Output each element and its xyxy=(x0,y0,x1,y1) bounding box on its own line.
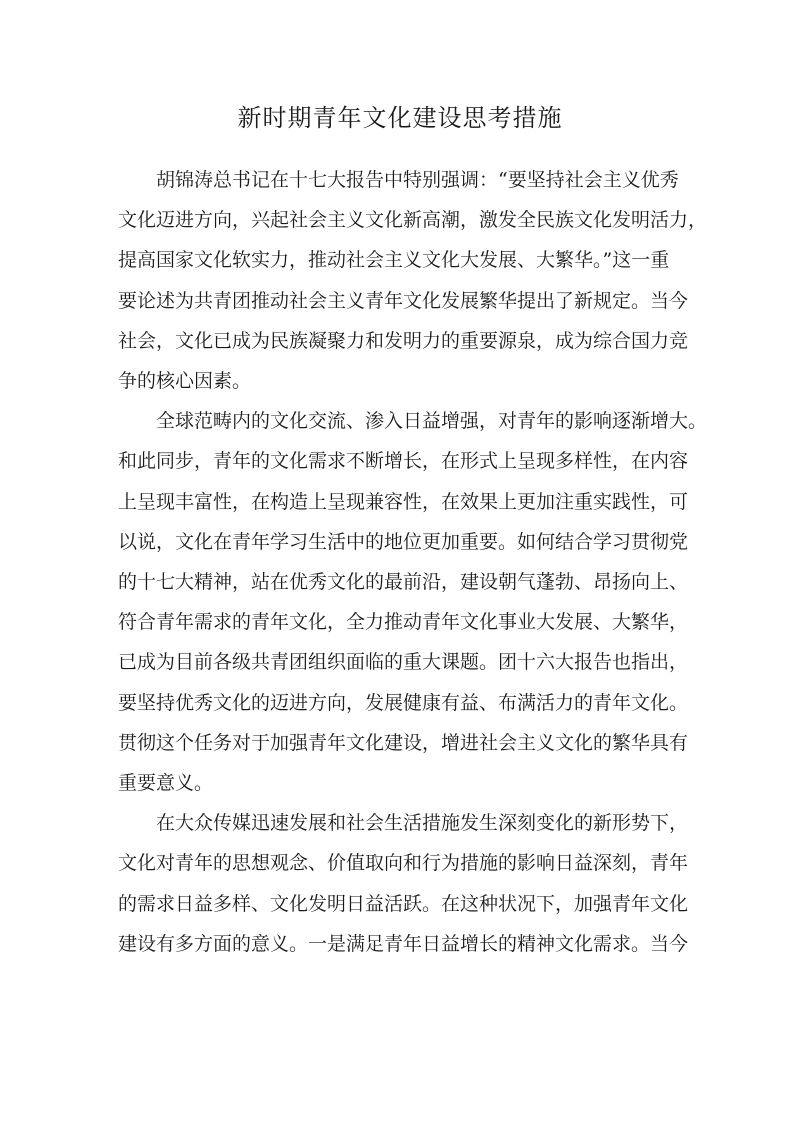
text-line: 胡锦涛总书记在十七大报告中特别强调：“要坚持社会主义优秀 xyxy=(156,169,679,191)
text-line: 文化对青年的思想观念、价值取向和行为措施的影响日益深刻，青年 xyxy=(118,852,689,875)
text-line: 已成为目前各级共青团组织面临的重大课题。团十六大报告也指出， xyxy=(118,651,689,674)
text-line: 社会，文化已成为民族凝聚力和发明力的重要源泉，成为综合国力竞 xyxy=(118,329,689,352)
paragraph-2 xyxy=(118,401,708,803)
text-line: 上呈现丰富性，在构造上呈现兼容性，在效果上更加注重实践性，可 xyxy=(118,490,689,513)
document-body xyxy=(118,160,708,964)
text-line: 符合青年需求的青年文化，全力推动青年文化事业大发展、大繁华， xyxy=(118,611,689,634)
paragraph-1 xyxy=(118,160,708,401)
text-line: 在大众传媒迅速发展和社会生活措施发生深刻变化的新形势下， xyxy=(156,812,689,835)
text-line: 要论述为共青团推动社会主义青年文化发展繁华提出了新规定。当今 xyxy=(118,289,689,312)
text-line: 的需求日益多样、文化发明日益活跃。在这种状况下，加强青年文化 xyxy=(118,892,689,915)
text-line: 重要意义。 xyxy=(118,772,214,795)
paragraph-3 xyxy=(118,803,689,964)
document-title: 新时期青年文化建设思考措施 xyxy=(237,104,563,132)
text-line: 建设有多方面的意义。一是满足青年日益增长的精神文化需求。当今 xyxy=(118,932,689,955)
text-line: 全球范畴内的文化交流、渗入日益增强，对青年的影响逐渐增大。 xyxy=(156,410,708,433)
text-line: 以说，文化在青年学习生活中的地位更加重要。如何结合学习贯彻党 xyxy=(118,530,689,553)
text-line: 提高国家文化软实力，推动社会主义文化大发展、大繁华。”这一重 xyxy=(118,249,670,272)
text-line: 要坚持优秀文化的迈进方向，发展健康有益、布满活力的青年文化。 xyxy=(118,691,689,714)
text-line: 和此同步，青年的文化需求不断增长，在形式上呈现多样性，在内容 xyxy=(118,450,689,473)
text-line: 的十七大精神，站在优秀文化的最前沿，建设朝气蓬勃、昂扬向上、 xyxy=(118,571,689,594)
text-line: 争的核心因素。 xyxy=(118,370,252,393)
text-line: 文化迈进方向，兴起社会主义文化新高潮，激发全民族文化发明活力， xyxy=(118,209,708,232)
text-line: 贯彻这个任务对于加强青年文化建设，增进社会主义文化的繁华具有 xyxy=(118,731,689,754)
